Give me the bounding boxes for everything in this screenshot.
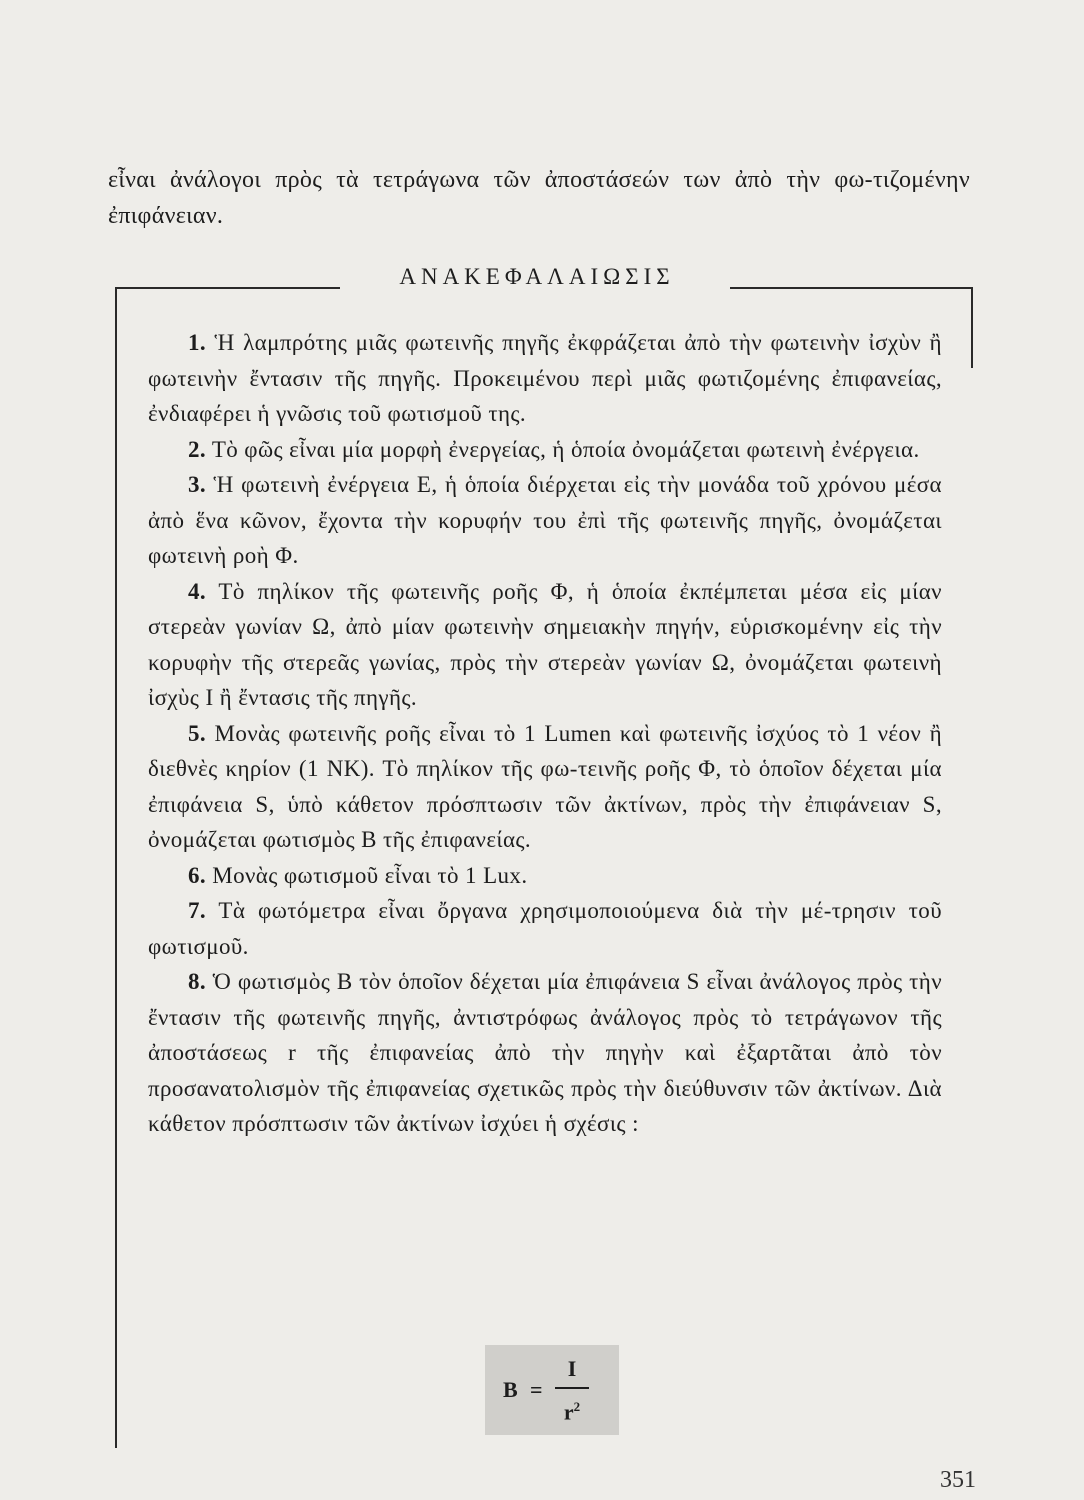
summary-item	[148, 964, 942, 1142]
summary-item	[148, 325, 942, 432]
formula-box	[485, 1345, 619, 1435]
page-number: 351	[940, 1467, 976, 1493]
formula-denominator: r	[563, 1399, 574, 1425]
summary-box-left-border	[115, 288, 117, 1448]
item-text: Τὸ φῶς εἶναι μία μορφὴ ἐνεργείας, ἡ ὁποία ὀνομάζεται φωτεινὴ ἐνέργεια.	[211, 436, 920, 462]
fraction-bar	[555, 1387, 589, 1389]
formula-equals: =	[530, 1377, 543, 1402]
formula-lhs: B	[503, 1377, 518, 1402]
item-number: 2.	[188, 436, 207, 462]
formula-numerator: I	[567, 1356, 577, 1381]
item-number: 8.	[188, 969, 207, 994]
summary-item	[148, 858, 942, 894]
formula-exponent: 2	[573, 1399, 581, 1414]
item-number: 4.	[188, 578, 207, 604]
item-text: Ὁ φωτισμὸς Β τὸν ὁποῖον δέχεται μία ἐπιφάνεια S εἶναι ἀνάλογος πρὸς τὴν ἔντασιν τῆς φωτεινῆς πηγῆς, ἀντιστρόφως ἀνάλογος πρὸς τὸ τετράγωνον τῆς ἀποστάσεως r τῆς ἐπιφανείας ἀπὸ τὴν πηγὴν καὶ ἐξαρτᾶται ἀπὸ τὸν προσανατολισμὸν τῆς ἐπιφανείας σχετικῶς πρὸς τὴν διεύθυνσιν τῶν ἀκτίνων. Διὰ κάθετον πρόσπτωσιν τῶν ἀκτίνων ἰσχύει ἡ σχέσις :	[148, 969, 942, 1136]
summary-heading	[115, 262, 973, 302]
item-text: Μονὰς φωτισμοῦ εἶναι τὸ 1 Lux.	[212, 862, 528, 888]
summary-title: ΑΝΑΚΕΦΑΛΑΙΩΣΙΣ	[399, 264, 675, 289]
summary-item	[148, 432, 942, 468]
summary-item	[148, 716, 942, 858]
item-number: 5.	[188, 720, 207, 746]
item-text: Τὸ πηλίκον τῆς φωτεινῆς ροῆς Φ, ἡ ὁποία ἐκπέμπεται μέσα εἰς μίαν στερεὰν γωνίαν Ω, ἀπὸ μίαν φωτεινὴν σημειακὴν πηγήν, εὑρισκομένην εἰς τὴν κορυφὴν τῆς στερεᾶς γωνίας, πρὸς τὴν στερεὰν γωνίαν Ω, ὀνομάζεται φωτεινὴ ἰσχὺς Ι ἢ ἔντασις τῆς πηγῆς.	[148, 578, 942, 710]
item-text: Τὰ φωτόμετρα εἶναι ὄργανα χρησιμοποιούμενα διὰ τὴν μέ-τρησιν τοῦ φωτισμοῦ.	[148, 898, 942, 959]
item-number: 3.	[188, 472, 207, 497]
summary-item	[148, 893, 942, 964]
item-text: Ἡ φωτεινὴ ἐνέργεια Ε, ἡ ὁποία διέρχεται εἰς τὴν μονάδα τοῦ χρόνου μέσα ἀπὸ ἕνα κῶνον, ἔχοντα τὴν κορυφήν του ἐπὶ τῆς φωτεινῆς πηγῆς, ὀνομάζεται φωτεινὴ ροὴ Φ.	[148, 472, 943, 568]
summary-item	[148, 467, 942, 574]
item-number: 6.	[188, 862, 207, 888]
summary-item	[148, 574, 942, 716]
item-text: Ἡ λαμπρότης μιᾶς φωτεινῆς πηγῆς ἐκφράζεται ἀπὸ τὴν φωτεινὴν ἰσχὺν ἢ φωτεινὴν ἔντασιν τῆς πηγῆς. Προκειμένου περὶ μιᾶς φωτιζομένης ἐπιφανείας, ἐνδιαφέρει ἡ γνῶσις τοῦ φωτισμοῦ της.	[148, 330, 942, 426]
item-number: 7.	[188, 898, 207, 923]
heading-rule-left	[115, 287, 340, 289]
summary-list	[148, 325, 942, 1142]
heading-rule-right	[730, 287, 973, 289]
item-text: Μονὰς φωτεινῆς ροῆς εἶναι τὸ 1 Lumen καὶ φωτεινῆς ἰσχύος τὸ 1 νέον ἢ διεθνὲς κηρίον (1 NK). Τὸ πηλίκον τῆς φω-τεινῆς ροῆς Φ, τὸ ὁποῖον δέχεται μία ἐπιφάνεια S, ὑπὸ κάθετον πρόσπτωσιν τῶν ἀκτίνων, πρὸς τὴν ἐπιφάνειαν S, ὀνομάζεται φωτισμὸς Β τῆς ἐπιφανείας.	[148, 720, 942, 852]
summary-box-right-border	[971, 288, 973, 368]
formula-fraction	[555, 1355, 589, 1426]
formula-denominator-wrap	[555, 1393, 589, 1426]
intro-paragraph: εἶναι ἀνάλογοι πρὸς τὰ τετράγωνα τῶν ἀποστάσεών των ἀπὸ τὴν φω-τιζομένην ἐπιφάνειαν.	[108, 167, 970, 229]
item-number: 1.	[188, 330, 207, 355]
